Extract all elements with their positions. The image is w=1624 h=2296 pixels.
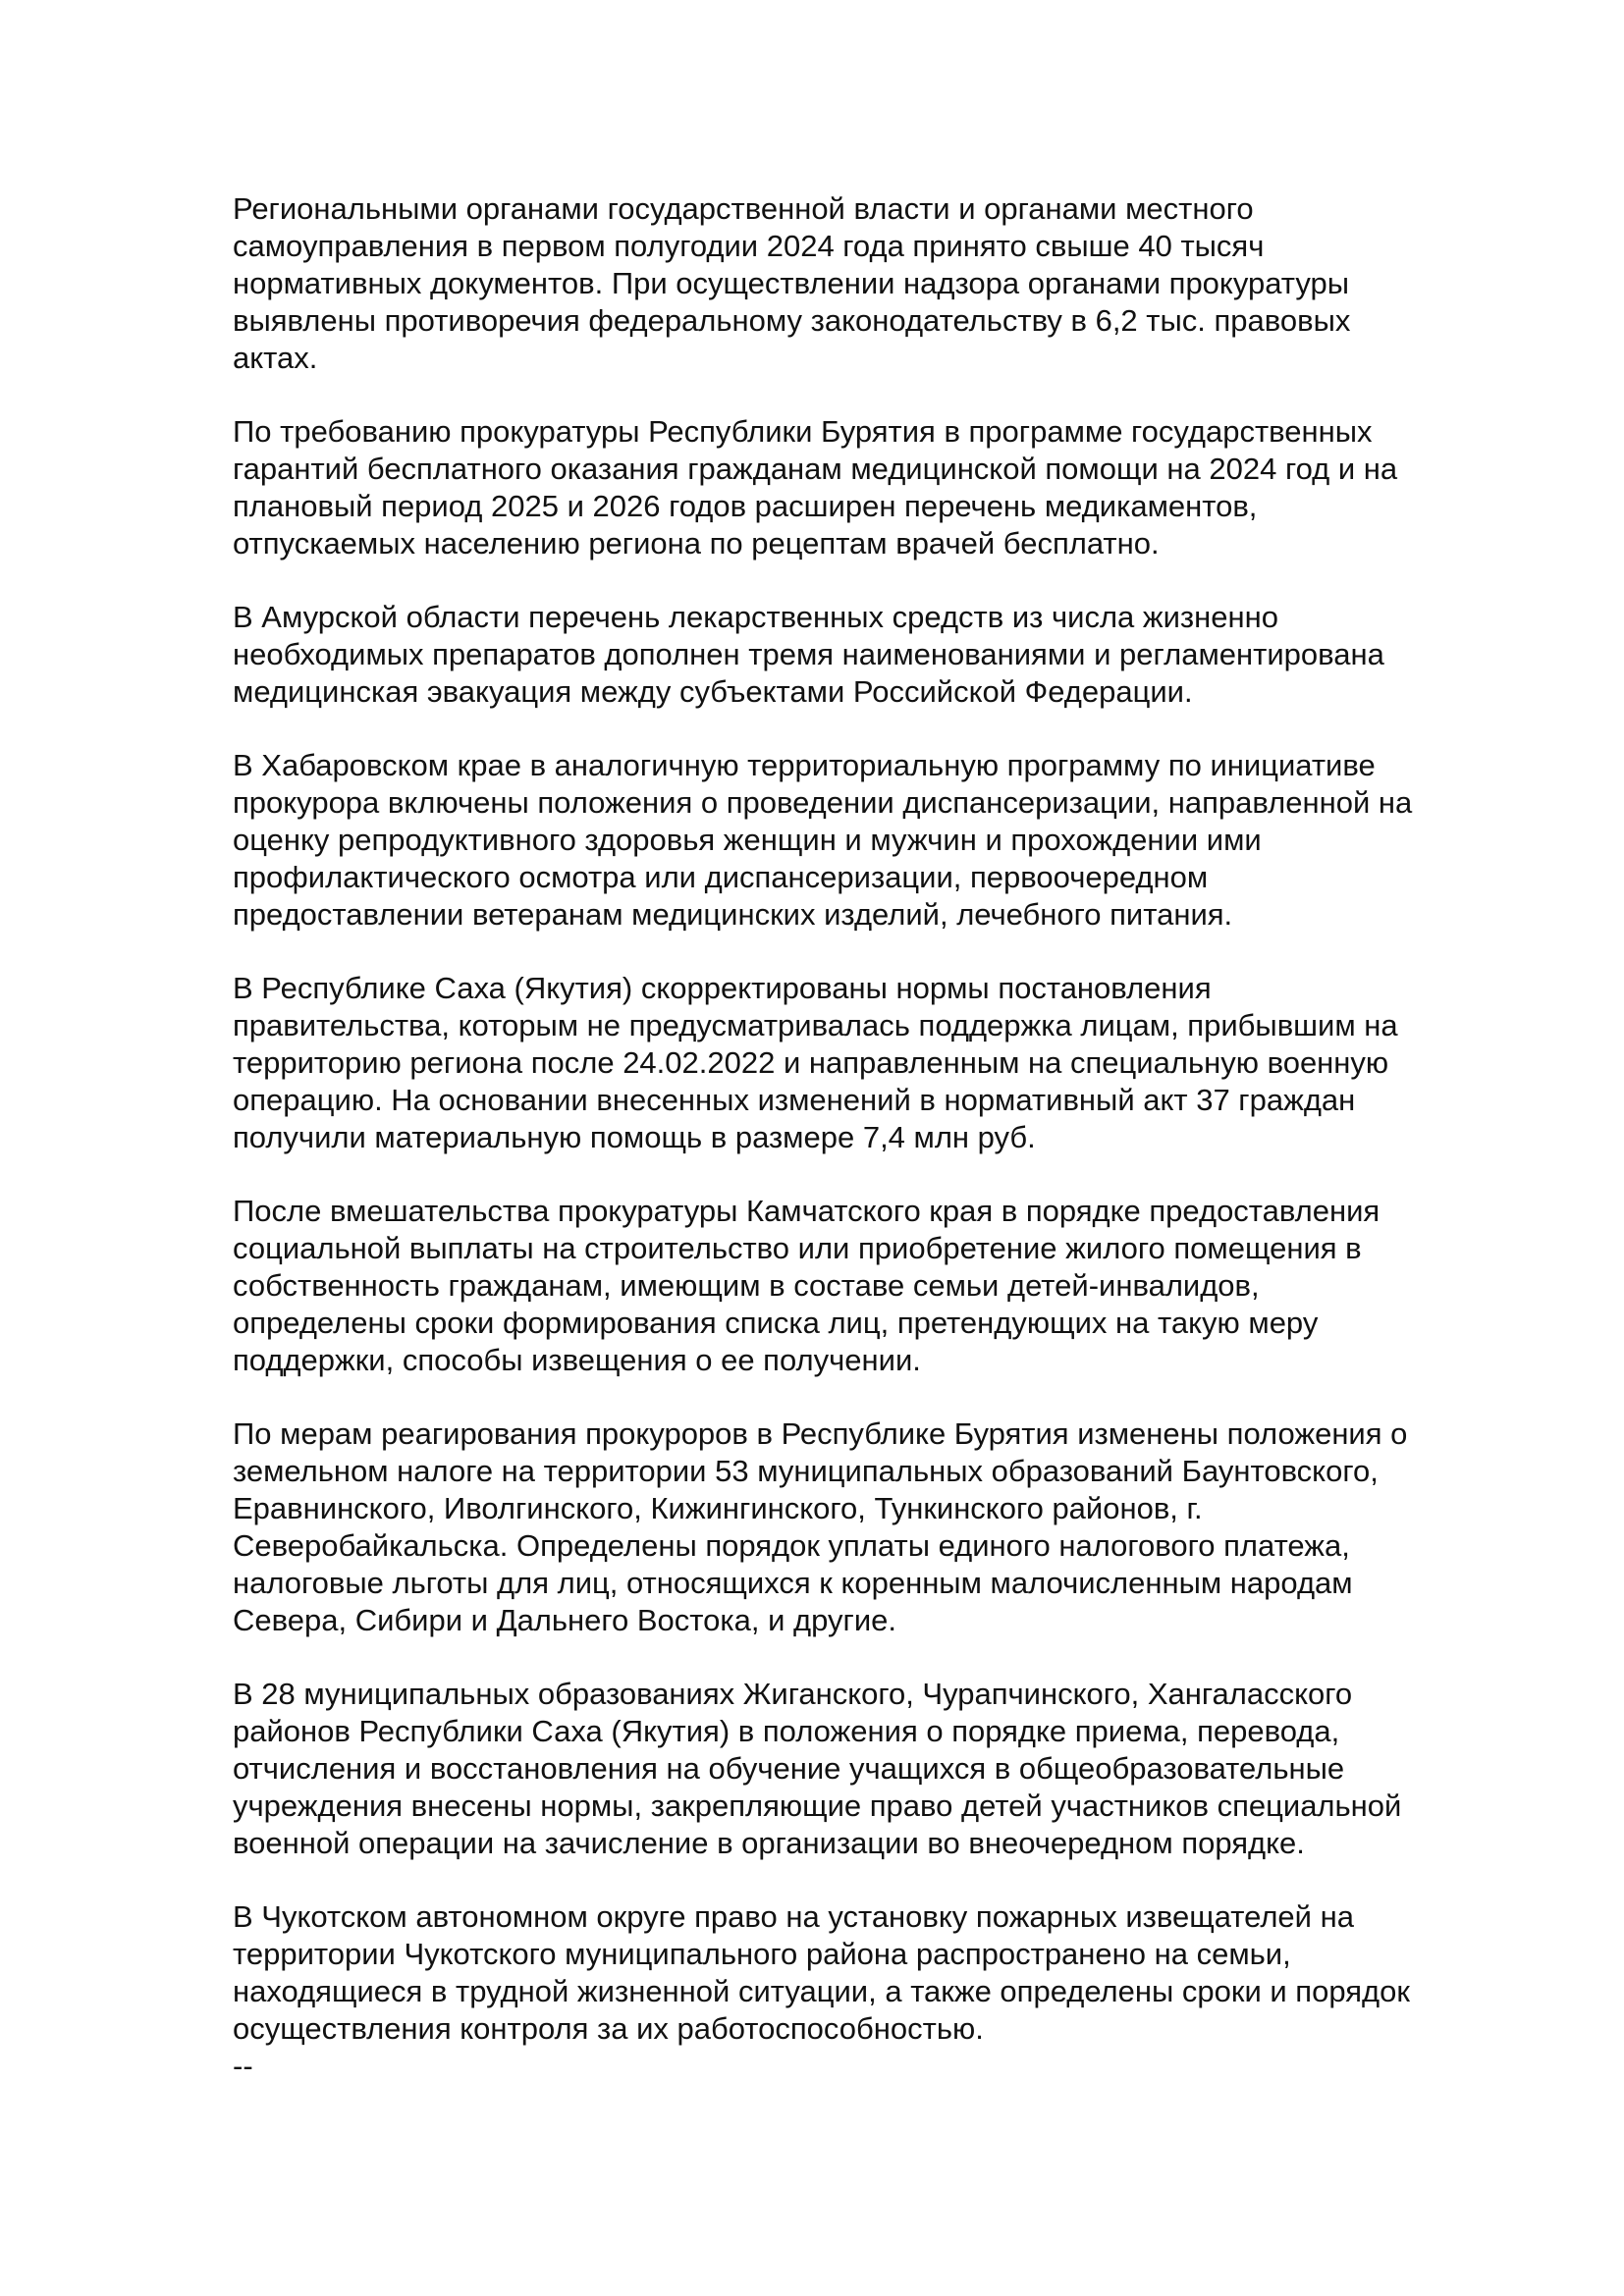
paragraph — [233, 1898, 1548, 2048]
text-line: Севера, Сибири и Дальнего Востока, и другие. — [233, 1603, 896, 1637]
text-line: находящиеся в трудной жизненной ситуации, а также определены сроки и порядок — [233, 1974, 1410, 2008]
text-line: прокурора включены положения о проведении диспансеризации, направленной на — [233, 785, 1413, 820]
text-line: Северобайкальска. Определены порядок уплаты единого налогового платежа, — [233, 1528, 1350, 1563]
text-line: территорию региона после 24.02.2022 и направленным на специальную военную — [233, 1045, 1389, 1080]
text-line: В 28 муниципальных образованиях Жиганского, Чурапчинского, Хангаласского — [233, 1677, 1353, 1711]
document-page — [233, 190, 1548, 2085]
text-line: необходимых препаратов дополнен тремя наименованиями и регламентирована — [233, 637, 1384, 671]
text-line: земельном налоге на территории 53 муниципальных образований Баунтовского, — [233, 1454, 1379, 1488]
paragraph — [233, 599, 1548, 711]
text-line: собственность гражданам, имеющим в составе семьи детей-инвалидов, — [233, 1268, 1260, 1303]
text-line: предоставлении ветеранам медицинских изделий, лечебного питания. — [233, 897, 1233, 932]
text-line: осуществления контроля за их работоспособностью. — [233, 2011, 984, 2046]
text-line: самоуправления в первом полугодии 2024 года принято свыше 40 тысяч — [233, 229, 1265, 263]
text-line: отпускаемых населению региона по рецептам врачей бесплатно. — [233, 526, 1160, 561]
paragraph — [233, 413, 1548, 562]
text-line: выявлены противоречия федеральному законодательству в 6,2 тыс. правовых — [233, 303, 1351, 338]
text-line: получили материальную помощь в размере 7,4 млн руб. — [233, 1120, 1036, 1154]
text-line: В Чукотском автономном округе право на установку пожарных извещателей на — [233, 1899, 1354, 1934]
paragraph — [233, 1415, 1548, 1639]
text-line: нормативных документов. При осуществлении надзора органами прокуратуры — [233, 266, 1350, 300]
text-line: После вмешательства прокуратуры Камчатского края в порядке предоставления — [233, 1194, 1380, 1228]
text-line: военной операции на зачисление в организации во внеочередном порядке. — [233, 1826, 1305, 1860]
text-line: По мерам реагирования прокуроров в Республике Бурятия изменены положения о — [233, 1416, 1408, 1451]
paragraph — [233, 970, 1548, 1156]
text-line: правительства, которым не предусматривалась поддержка лицам, прибывшим на — [233, 1008, 1398, 1042]
text-line: актах. — [233, 341, 318, 375]
text-line: По требованию прокуратуры Республики Бурятия в программе государственных — [233, 414, 1373, 449]
text-line: территории Чукотского муниципального района распространено на семьи, — [233, 1937, 1291, 1971]
text-line: Еравнинского, Иволгинского, Кижингинского, Тункинского районов, г. — [233, 1491, 1203, 1525]
text-line: поддержки, способы извещения о ее получении. — [233, 1343, 921, 1377]
paragraph — [233, 1193, 1548, 1379]
paragraph — [233, 1676, 1548, 1862]
text-line: районов Республики Саха (Якутия) в положения о порядке приема, перевода, — [233, 1714, 1340, 1748]
document-trailer: -- — [233, 2049, 253, 2083]
text-line: операцию. На основании внесенных изменений в нормативный акт 37 граждан — [233, 1083, 1356, 1117]
paragraph — [233, 747, 1548, 934]
text-line: гарантий бесплатного оказания гражданам медицинской помощи на 2024 год и на — [233, 452, 1398, 486]
text-line: медицинская эвакуация между субъектами Российской Федерации. — [233, 674, 1193, 709]
text-line: отчисления и восстановления на обучение учащихся в общеобразовательные — [233, 1751, 1345, 1786]
text-line: социальной выплаты на строительство или приобретение жилого помещения в — [233, 1231, 1362, 1265]
text-line: учреждения внесены нормы, закрепляющие право детей участников специальной — [233, 1789, 1402, 1823]
document-body — [233, 190, 1548, 2048]
text-line: Региональными органами государственной власти и органами местного — [233, 191, 1254, 226]
text-line: налоговые льготы для лиц, относящихся к коренным малочисленным народам — [233, 1566, 1353, 1600]
text-line: определены сроки формирования списка лиц, претендующих на такую меру — [233, 1306, 1319, 1340]
text-line: оценку репродуктивного здоровья женщин и мужчин и прохождении ими — [233, 823, 1262, 857]
text-line: профилактического осмотра или диспансеризации, первоочередном — [233, 860, 1209, 894]
text-line: плановый период 2025 и 2026 годов расширен перечень медикаментов, — [233, 489, 1258, 523]
text-line: В Хабаровском крае в аналогичную территориальную программу по инициативе — [233, 748, 1376, 782]
paragraph — [233, 190, 1548, 377]
text-line: В Амурской области перечень лекарственных средств из числа жизненно — [233, 600, 1278, 634]
text-line: В Республике Саха (Якутия) скорректированы нормы постановления — [233, 971, 1212, 1005]
